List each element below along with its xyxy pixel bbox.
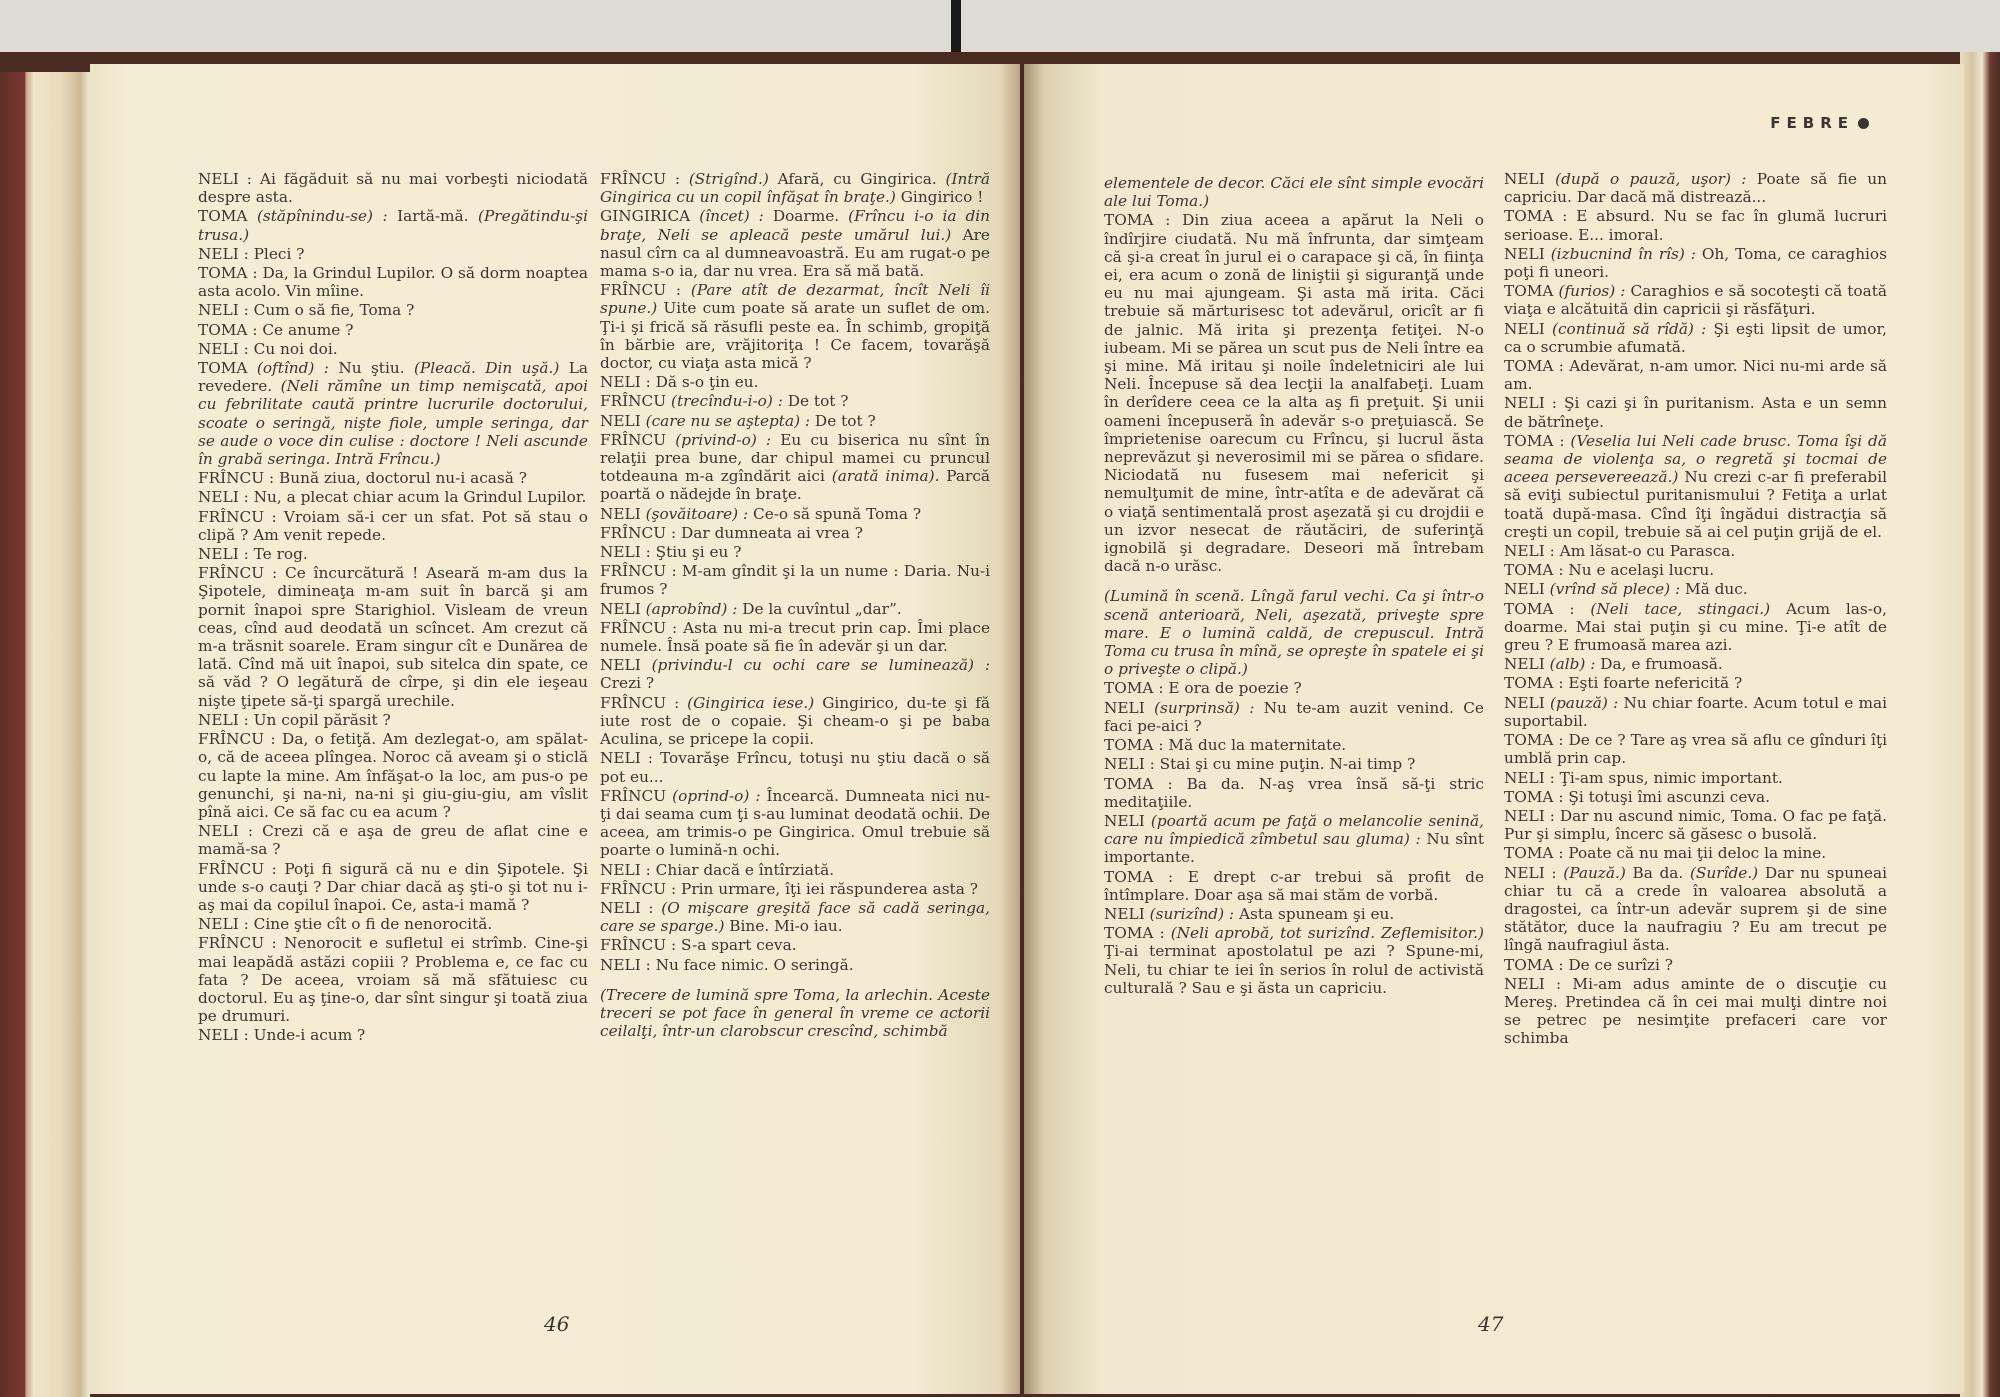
dialogue-text: Bine. Mi-o iau. — [724, 917, 843, 936]
stage-direction: (aprobînd) : — [640, 599, 738, 618]
speaker-name: NELI : — [1504, 394, 1557, 413]
speaker-name: NELI : — [198, 710, 249, 729]
stage-direction: (privind-o) : — [666, 430, 772, 449]
dialogue-text: Prin urmare, îţi iei răspunderea asta ? — [676, 879, 978, 898]
dialogue-paragraph — [1504, 207, 1887, 243]
speaker-name: NELI : — [600, 955, 651, 974]
dialogue-paragraph — [1104, 736, 1484, 754]
dialogue-paragraph — [198, 860, 588, 915]
dialogue-paragraph — [1504, 394, 1887, 430]
speaker-name: TOMA : — [1104, 774, 1173, 793]
speaker-name: TOMA — [1504, 282, 1554, 301]
dialogue-paragraph — [600, 505, 990, 523]
stage-direction: (vrînd să plece) : — [1544, 580, 1681, 599]
speaker-name: TOMA — [198, 359, 248, 378]
stage-direction: (Frîncu i-o ia din braţe, Neli se apleacă peste umărul lui.) — [600, 207, 990, 244]
dialogue-paragraph — [1504, 807, 1887, 843]
dialogue-paragraph — [198, 359, 588, 468]
dialogue-paragraph — [1504, 245, 1887, 281]
dialogue-paragraph — [1504, 731, 1887, 767]
left-page-edges — [0, 72, 90, 1397]
stage-direction: (furios) : — [1553, 282, 1626, 301]
dialogue-paragraph — [198, 915, 588, 933]
dialogue-text: Bună ziua, doctorul nu-i acasă ? — [274, 469, 527, 488]
speaker-name: NELI : — [1504, 542, 1555, 561]
speaker-name: TOMA : — [1504, 955, 1564, 974]
dialogue-paragraph — [600, 543, 990, 561]
dialogue-text: Dar nu ascund nimic, Toma. O fac pe faţă. Pur şi simplu, încerc să găsesc o busolă. — [1504, 806, 1887, 844]
dialogue-text: Poate că nu mai ţii deloc la mine. — [1563, 844, 1827, 863]
dialogue-paragraph — [1504, 320, 1887, 356]
header-bullet-icon — [1858, 118, 1869, 129]
dialogue-text: Da, la Grindul Lupilor. O să dorm noaptea asta acolo. Vin mîine. — [198, 264, 588, 301]
speaker-name: FRÎNCU : — [198, 507, 277, 526]
dialogue-paragraph — [1104, 924, 1484, 997]
dialogue-paragraph — [1504, 844, 1887, 862]
dialogue-text: Tovarăşe Frîncu, totuşi nu ştiu dacă o să pot eu... — [600, 749, 990, 786]
dialogue-paragraph — [600, 694, 990, 749]
speaker-name: NELI : — [600, 373, 651, 392]
dialogue-paragraph — [1504, 170, 1887, 206]
dialogue-text: Ce-o să spună Toma ? — [748, 504, 922, 523]
dialogue-text: Iartă-mă. — [387, 207, 479, 226]
dialogue-paragraph — [600, 562, 990, 598]
speaker-name: FRÎNCU : — [600, 281, 682, 300]
speaker-name: TOMA : — [1504, 561, 1564, 580]
dialogue-text: Ştiu şi eu ? — [650, 543, 742, 562]
dialogue-text: E frumoasă marea azi. — [1557, 636, 1733, 655]
stage-direction: (Pregătindu-şi trusa.) — [198, 207, 588, 244]
dialogue-paragraph — [1104, 587, 1484, 678]
stage-direction: (Pleacă. Din uşă.) — [413, 359, 560, 378]
dialogue-text: Nu, a plecat chiar acum la Grindul Lupilor. — [248, 488, 587, 507]
running-header-text: FEBRE — [1770, 114, 1854, 132]
stage-direction: (continuă să rîdă) : — [1544, 319, 1707, 338]
dialogue-paragraph — [198, 301, 588, 319]
speaker-name: NELI — [1504, 655, 1545, 674]
speaker-name: NELI : — [1504, 863, 1557, 882]
dialogue-text: Unde-i acum ? — [248, 1026, 366, 1045]
speaker-name: TOMA : — [1504, 731, 1564, 750]
stage-direction: (Strigînd.) — [680, 170, 769, 188]
speaker-name: NELI — [1504, 580, 1545, 599]
stage-direction: (O mişcare greşită face să cadă seringa, care se sparge.) — [600, 898, 990, 936]
stage-direction: (Veselia lui Neli cade brusc. Toma îşi dă seama de violenţa sa, o regretă şi tocmai de aceea persevereează.) — [1504, 431, 1887, 487]
dialogue-paragraph — [600, 619, 990, 655]
dialogue-text: Cu noi doi. — [248, 339, 338, 358]
dialogue-paragraph — [198, 730, 588, 821]
stage-direction: (surprinsă) : — [1144, 698, 1255, 717]
speaker-name: TOMA : — [1504, 207, 1568, 226]
speaker-name: NELI — [1104, 904, 1145, 923]
dialogue-paragraph — [600, 207, 990, 280]
dialogue-paragraph — [1104, 174, 1484, 210]
dialogue-paragraph — [1104, 699, 1484, 735]
speaker-name: FRÎNCU : — [198, 564, 278, 583]
speaker-name: NELI : — [1104, 755, 1155, 774]
dialogue-text: Dar nu spuneai chiar tu că a crede în valoarea absolută a dragostei, ca într-un adevăr suprem şi de sine stătător, duce la naufragiu ? Eu am trecut pe lîngă naufragiul ăsta. — [1504, 863, 1887, 955]
speaker-name: TOMA : — [1104, 736, 1164, 755]
page-left — [90, 64, 1020, 1394]
speaker-name: NELI — [1104, 698, 1145, 717]
dialogue-text: Nu ştiu. — [328, 359, 414, 378]
dialogue-paragraph — [1504, 561, 1887, 579]
speaker-name: FRÎNCU — [600, 786, 667, 805]
stage-direction: (Neli rămîne un timp nemişcată, apoi cu febrilitate caută printre lucrurile doctorului, scoate o seringă, nişte fiole, umple seringa, dar se aude o voce din culise : doctore ! Neli ascunde în grabă seringa. Intră Frîncu.) — [198, 377, 588, 469]
dialogue-text: Şi cazi şi în puritanism. Asta e un semn de bătrîneţe. — [1504, 394, 1887, 431]
dialogue-text: E drept c-ar trebui să profit de întîmplare. Doar aşa să mai stăm de vorbă. — [1104, 867, 1484, 904]
speaker-name: TOMA : — [1104, 924, 1165, 943]
stage-direction: (Lumină în scenă. Lîngă farul vechi. Ca şi într-o scenă anterioară, Neli, aşezată, priveşte spre mare. E o lumină caldă, de crepuscul. Intră Toma cu trusa în mînă, se opreşte în spatele ei şi o priveşte o clipă.) — [1104, 587, 1484, 679]
dialogue-paragraph — [1504, 694, 1887, 730]
speaker-name: NELI : — [198, 170, 252, 188]
stage-direction: (Neli tace, stingaci.) — [1574, 599, 1771, 618]
dialogue-paragraph — [1504, 580, 1887, 598]
dialogue-paragraph — [1104, 812, 1484, 867]
speaker-name: NELI — [600, 656, 641, 675]
dialogue-paragraph — [1504, 282, 1887, 318]
page-number-right: 47 — [1478, 1312, 1504, 1336]
stage-direction: (arată inima). — [831, 467, 940, 486]
dialogue-text: Crezi că e aşa de greu de aflat cine e mamă-sa ? — [198, 822, 588, 859]
stage-direction: (privindu-l cu ochi care se luminează) : — [640, 656, 990, 675]
dialogue-paragraph — [1104, 868, 1484, 904]
dialogue-text: Spune-mi, Neli, tu chiar te iei în serios în rolul de activistă culturală ? Sau e şi ăsta un capriciu. — [1104, 942, 1484, 997]
dialogue-text: Cine ştie cît o fi de nenorocită. — [248, 915, 493, 934]
stage-direction: (Surîde.) — [1689, 863, 1759, 882]
dialogue-paragraph — [198, 170, 588, 206]
dialogue-paragraph — [600, 749, 990, 785]
speaker-name: TOMA : — [1104, 211, 1171, 230]
speaker-name: TOMA : — [1504, 599, 1575, 618]
dialogue-text: Asta spuneam şi eu. — [1234, 904, 1395, 923]
right-column-1 — [1104, 174, 1484, 998]
speaker-name: NELI : — [198, 244, 249, 263]
dialogue-text: Vroiam să-i cer un sfat. Pot să stau o clipă ? Am venit repede. — [198, 507, 588, 544]
dialogue-text: S-a spart ceva. — [676, 936, 797, 955]
speaker-name: TOMA : — [1104, 867, 1174, 886]
dialogue-paragraph — [198, 488, 588, 506]
speaker-name: GINGIRICA — [600, 207, 691, 226]
dialogue-paragraph — [1504, 788, 1887, 806]
dialogue-paragraph — [1504, 975, 1887, 1048]
dialogue-text: De ce surîzi ? — [1563, 955, 1673, 974]
dialogue-text: De tot ? — [782, 392, 849, 411]
dialogue-paragraph — [600, 861, 990, 879]
dialogue-paragraph — [600, 880, 990, 898]
speaker-name: NELI — [1104, 811, 1145, 830]
dialogue-text: Poţi fi sigură că nu e din Şipotele. Şi unde s-o cauţi ? Dar chiar dacă aş şti-o şi tot nu i-aş mai da copilul înapoi. Ce, asta-i mamă ? — [198, 859, 589, 914]
dialogue-paragraph — [198, 207, 588, 243]
dialogue-paragraph — [1104, 755, 1484, 773]
running-header — [1770, 114, 1869, 132]
speaker-name: NELI : — [198, 545, 249, 564]
dialogue-paragraph — [198, 321, 588, 339]
stage-direction: (oftînd) : — [247, 359, 329, 378]
speaker-name: FRÎNCU — [600, 392, 667, 411]
speaker-name: NELI — [1504, 244, 1545, 263]
dialogue-paragraph — [198, 711, 588, 729]
dialogue-text: Adevărat, n-am umor. Nici nu-mi arde să am. — [1504, 357, 1887, 394]
stage-direction: (şovăitoare) : — [640, 504, 749, 523]
dialogue-text: Nenorocit e sufletul ei strîmb. Cine-şi mai leapădă astăzi copiii ? Problema e, ce fac cu fata ? De aceea, vroiam să mă sfătuiesc cu doctorul. Eu aş ţine-o, dar sînt singur şi toată ziua pe drumuri. — [198, 934, 588, 1026]
dialogue-text: Mi-am adus aminte de o discuţie cu Mereş. Pretindea că în cei mai mulţi dintre noi se petrec pe nesimţite prefaceri care vor schimba — [1504, 974, 1887, 1048]
speaker-name: TOMA : — [198, 264, 258, 283]
stage-direction: (Pare atît de dezarmat, încît Neli îi spune.) — [600, 281, 990, 318]
dialogue-paragraph — [600, 281, 990, 372]
speaker-name: FRÎNCU : — [600, 936, 677, 955]
speaker-name: NELI : — [198, 301, 249, 320]
dialogue-text: Nu e acelaşi lucru. — [1563, 561, 1715, 580]
dialogue-text: Din ziua aceea a apărut la Neli o îndîrjire ciudată. Nu mă înfrunta, dar simţeam că şi-a creat în jurul ei o carapace şi că, în fiinţa ei, era acum o zonă de liniştii şi siguranţă unde eu nu mai ajungeam. Şi asta mă irita. Căci trebuie să mărturisesc tot adevărul, oricît ar fi de jalnic. Mă irita şi prezenţa fetiţei. N-o iubeam. Mi se părea un scut pus de Neli între ea şi mine. Mă iritau şi noile îndeletniciri ale lui Neli. Începuse să dea lecţii la analfabeţi. Luam în derîdere ceea ce la alta aş fi preţuit. Şi unii oameni începuseră în adevăr s-o preţuiască. Se împrietenise oarecum cu Frîncu, şi lucrul ăsta neprevăzut şi neverosimil mi se părea o sfidare. Niciodată nu fusesem mai nefericit şi nemulţumit de mine, într-atîta e de adevărat că o viaţă sentimentală prost aşezată şi cu drojdii e un izvor nesecat de răutăciri, de suferinţă ignobilă şi degradare. Deseori mă întrebam dacă n-o urăsc. — [1104, 211, 1484, 576]
stage-direction: (poartă acum pe faţă o melancolie senină, care nu împiedică zîmbetul sau gluma) : — [1104, 811, 1484, 849]
stage-direction: (surizînd) : — [1144, 904, 1235, 923]
dialogue-text: Poate să fie un capriciu. Dar dacă mă distrează... — [1504, 170, 1887, 207]
dialogue-text: Un copil părăsit ? — [248, 710, 391, 729]
right-column-2 — [1504, 170, 1887, 1049]
dialogue-paragraph — [1504, 956, 1887, 974]
dialogue-text: E absurd. Nu se fac în glumă lucruri serioase. E... imoral. — [1504, 207, 1887, 244]
dialogue-text: Cum o să fie, Toma ? — [248, 301, 415, 320]
dialogue-text: Nu sînt importante. — [1104, 830, 1484, 867]
speaker-name: FRÎNCU : — [600, 562, 677, 581]
speaker-name: NELI — [1504, 170, 1545, 188]
speaker-name: TOMA : — [1504, 357, 1564, 376]
stage-direction: elementele de decor. Căci ele sînt simple evocări ale lui Toma.) — [1104, 174, 1484, 211]
speaker-name: NELI : — [600, 543, 651, 562]
dialogue-text: Nu chiar foarte. Acum totul e mai suportabil. — [1504, 693, 1888, 730]
dialogue-text: M-am gîndit şi la un nume : Daria. Nu-i frumos ? — [600, 562, 990, 599]
dialogue-paragraph — [198, 508, 588, 544]
page-number-left: 46 — [544, 1312, 570, 1336]
speaker-name: FRÎNCU : — [600, 170, 681, 188]
dialogue-text: Eu cu biserica nu sînt în relaţii prea bune, dar chipul mamei cu pruncul totdeauna m-a zgîndărit aici — [600, 430, 990, 486]
speaker-name: TOMA : — [198, 320, 258, 339]
dialogue-paragraph — [600, 373, 990, 391]
dialogue-text: Nu te-am auzit venind. Ce faci pe-aici ? — [1104, 698, 1484, 735]
stage-direction: (Pauză.) — [1556, 863, 1626, 882]
speaker-name: FRÎNCU : — [600, 879, 677, 898]
dialogue-text: Gingirico ! — [895, 188, 984, 207]
speaker-name: NELI — [600, 599, 641, 618]
dialogue-paragraph — [198, 564, 588, 710]
dialogue-paragraph — [198, 340, 588, 358]
dialogue-text: Şi totuşi îmi ascunzi ceva. — [1563, 787, 1770, 806]
speaker-name: NELI : — [1504, 806, 1555, 825]
dialogue-text: De ce ? Tare aş vrea să aflu ce gînduri îţi umblă prin cap. — [1504, 731, 1887, 768]
dialogue-text: Dar dumneata ai vrea ? — [676, 523, 863, 542]
stage-direction: (după o pauză, uşor) : — [1544, 170, 1747, 188]
dialogue-paragraph — [198, 264, 588, 300]
dialogue-paragraph — [1504, 864, 1887, 955]
speaker-name: NELI : — [600, 898, 654, 917]
speaker-name: TOMA : — [1504, 787, 1564, 806]
dialogue-paragraph — [600, 986, 990, 1041]
speaker-name: NELI — [600, 411, 641, 430]
dialogue-text: Uite cum poate să arate un suflet de om. Ţi-i şi frică să răsufli peste ea. În schimb, gropiţă în bărbie are, vrăjitoriţa ! Ce facem, tovarăşă doctor, cu viaţa asta mică ? — [600, 299, 990, 373]
dialogue-text: Stai şi cu mine puţin. N-ai timp ? — [1154, 755, 1416, 774]
stage-direction: (trecîndu-i-o) : — [666, 392, 783, 411]
speaker-name: TOMA : — [1104, 679, 1164, 698]
dialogue-paragraph — [198, 245, 588, 263]
dialogue-paragraph — [600, 392, 990, 410]
speaker-name: TOMA — [198, 207, 248, 226]
dialogue-paragraph — [198, 469, 588, 487]
dialogue-text: Chiar dacă e întîrziată. — [650, 860, 835, 879]
dialogue-text: Nu face nimic. O seringă. — [650, 955, 854, 974]
speaker-name: NELI : — [600, 749, 653, 768]
dialogue-text: Parcă poartă o nădejde în braţe. — [600, 467, 991, 504]
stage-direction: (stăpînindu-se) : — [247, 207, 388, 226]
dialogue-text: Ţi-ai terminat apostolatul pe azi ? — [1104, 942, 1406, 961]
dialogue-paragraph — [198, 934, 588, 1025]
dialogue-paragraph — [600, 936, 990, 954]
dialogue-text: Şi eşti lipsit de umor, ca o scrumbie afumată. — [1504, 319, 1887, 356]
stage-direction: (izbucnind în rîs) : — [1544, 244, 1696, 263]
dialogue-text: Caraghios e să socoteşti că toată viaţa e alcătuită din capricii şi răsfăţuri. — [1504, 282, 1888, 319]
dialogue-paragraph — [600, 170, 990, 206]
speaker-name: TOMA : — [1504, 844, 1564, 863]
speaker-name: NELI — [1504, 693, 1545, 712]
dialogue-paragraph — [600, 412, 990, 430]
dialogue-text: Mă duc. — [1680, 580, 1748, 599]
dialogue-text: Dă s-o ţin eu. — [650, 373, 759, 392]
dialogue-paragraph — [600, 524, 990, 542]
dialogue-paragraph — [1104, 211, 1484, 575]
dialogue-paragraph — [198, 1026, 588, 1044]
dialogue-paragraph — [600, 787, 990, 860]
speaker-name: NELI : — [198, 915, 249, 934]
dialogue-text: Pleci ? — [248, 244, 305, 263]
dialogue-text: Gingirico, du-te şi fă iute rost de o copaie. Şi cheam-o şi pe baba Aculina, se pricepe la copii. — [600, 693, 990, 749]
speaker-name: FRÎNCU : — [600, 523, 677, 542]
speaker-name: FRÎNCU : — [198, 730, 276, 749]
page-right — [1024, 64, 1964, 1394]
open-book — [0, 52, 2000, 1397]
speaker-name: NELI : — [198, 488, 249, 507]
dialogue-text: Acum las-o, doarme. Mai stai puţin şi cu mine. Ţi-e atît de greu ? — [1504, 599, 1887, 655]
dialogue-text: Ce încurcătură ! Aseară m-am dus la Şipotele, dimineaţa m-am suit în barcă şi am pornit înapoi spre Starighiol. Visleam de vreun ceas, cînd aud deodată un scîncet. Am crezut că m-a trăsnit soarele. Eram singur cît e Dunărea de lată. Cînd mă uit înapoi, sub sitelca din spate, ce să văd ? O legătură de cîrpe, şi din ele ieşeau nişte ţipete să-ţi spargă urechile. — [198, 564, 588, 710]
left-column-2 — [600, 170, 990, 1041]
speaker-name: FRÎNCU : — [198, 934, 277, 953]
speaker-name: FRÎNCU : — [600, 618, 678, 637]
left-column-1 — [198, 170, 588, 1046]
dialogue-text: Doarme. — [763, 207, 849, 226]
dialogue-text: Am lăsat-o cu Parasca. — [1554, 542, 1736, 561]
stage-direction: (Gingirica iese.) — [679, 693, 815, 712]
dialogue-paragraph — [1104, 905, 1484, 923]
speaker-name: TOMA : — [1504, 674, 1564, 693]
dialogue-text: La revedere. — [198, 359, 588, 396]
dialogue-text: Oh, Toma, ce caraghios poţi fi uneori. — [1504, 244, 1887, 282]
dialogue-text: Fetiţa a urlat toată după-masa. Cînd îţi îngădui distracţia să creşti un copil, trebuie să ai cel puţin grijă de el. — [1504, 486, 1887, 541]
dialogue-text: Asta nu mi-a trecut prin cap. Îmi place numele. Însă poate să fie în adevăr şi un dar. — [600, 618, 990, 656]
dialogue-text: De la cuvîntul „dar”. — [737, 599, 902, 618]
dialogue-paragraph — [600, 431, 990, 504]
speaker-name: NELI : — [600, 860, 651, 879]
stage-direction: (pauză) : — [1544, 693, 1619, 712]
dialogue-paragraph — [1104, 679, 1484, 697]
stage-direction: (care nu se aştepta) : — [640, 411, 811, 430]
speaker-name: FRÎNCU : — [198, 469, 275, 488]
dialogue-paragraph — [1104, 775, 1484, 811]
speaker-name: NELI : — [1504, 974, 1562, 993]
dialogue-paragraph — [1504, 542, 1887, 560]
stage-direction: (oprind-o) : — [666, 786, 761, 805]
speaker-name: NELI : — [198, 822, 254, 841]
dialogue-paragraph — [1504, 655, 1887, 673]
dialogue-text: Afară, cu Gingirica. — [768, 170, 946, 188]
speaker-name: NELI : — [1504, 768, 1555, 787]
dialogue-text: Da, e frumoasă. — [1595, 655, 1723, 674]
right-page-edges — [1960, 52, 2000, 1397]
dialogue-paragraph — [1504, 674, 1887, 692]
dialogue-text: Crezi ? — [600, 674, 655, 693]
speaker-name: TOMA : — [1504, 431, 1565, 450]
dialogue-text: Te rog. — [248, 545, 308, 564]
speaker-name: NELI : — [198, 339, 249, 358]
speaker-name: NELI : — [198, 1026, 249, 1045]
dialogue-text: Eşti foarte nefericită ? — [1563, 674, 1743, 693]
dialogue-paragraph — [600, 600, 990, 618]
dialogue-text: Încearcă. Dumneata nici nu-ţi dai seama cum ţi s-au luminat deodată ochii. De aceea, am trimis-o pe Gingirica. Omul trebuie să poarte o lumină-n ochi. — [600, 786, 991, 860]
dialogue-text: Are nasul cîrn ca al dumneavoastră. Eu am rugat-o pe mama s-o ia, dar nu vrea. Era să mă bată. — [600, 225, 990, 281]
dialogue-text: Ba da. — [1625, 863, 1690, 882]
stage-direction: (Neli aprobă, tot surizînd. Zeflemisitor.) — [1164, 924, 1484, 943]
dialogue-text: E ora de poezie ? — [1163, 679, 1302, 698]
dialogue-text: De tot ? — [810, 411, 876, 430]
stage-direction: (alb) : — [1544, 655, 1596, 674]
dialogue-text: Nu crezi c-ar fi preferabil să eviţi subiectul puritanismului ? — [1504, 468, 1888, 505]
speaker-name: NELI — [1504, 319, 1545, 338]
dialogue-paragraph — [1504, 769, 1887, 787]
dialogue-text: Mă duc la maternitate. — [1163, 736, 1347, 755]
stage-direction: (Intră Gingirica cu un copil înfăşat în braţe.) — [600, 170, 990, 207]
dialogue-text: Ai făgăduit să nu mai vorbeşti niciodată despre asta. — [198, 170, 588, 207]
speaker-name: FRÎNCU : — [600, 693, 680, 712]
dialogue-paragraph — [1504, 432, 1887, 541]
stage-direction: (Trecere de lumină spre Toma, la arlechin. Aceste treceri se pot face în general în vreme ce actorii ceilalţi, într-un clarobscur crescînd, schimbă — [600, 985, 990, 1041]
dialogue-text: Da, o fetiţă. Am dezlegat-o, am spălat-o, că de aceea plîngea. Noroc că aveam şi o sticlă cu lapte la mine. Am înfăşat-o la loc, am pus-o pe genunchi, şi na-ni, na-ni şi giu-giu-giu, am vîslit pînă aici. Ce să fac cu ea acum ? — [198, 730, 589, 821]
speaker-name: FRÎNCU — [600, 430, 667, 449]
speaker-name: NELI — [600, 504, 641, 523]
dialogue-text: Ţi-am spus, nimic important. — [1554, 768, 1783, 787]
dialogue-paragraph — [198, 822, 588, 858]
dialogue-paragraph — [1504, 357, 1887, 393]
dialogue-text: Ce anume ? — [257, 320, 354, 339]
dialogue-paragraph — [600, 656, 990, 692]
dialogue-paragraph — [198, 545, 588, 563]
dialogue-paragraph — [1504, 600, 1887, 655]
dialogue-paragraph — [600, 956, 990, 974]
dialogue-paragraph — [600, 899, 990, 935]
dialogue-text: Ba da. N-aş vrea însă să-ţi stric meditaţiile. — [1104, 774, 1484, 811]
speaker-name: FRÎNCU : — [198, 859, 277, 878]
stage-direction: (încet) : — [690, 207, 764, 226]
